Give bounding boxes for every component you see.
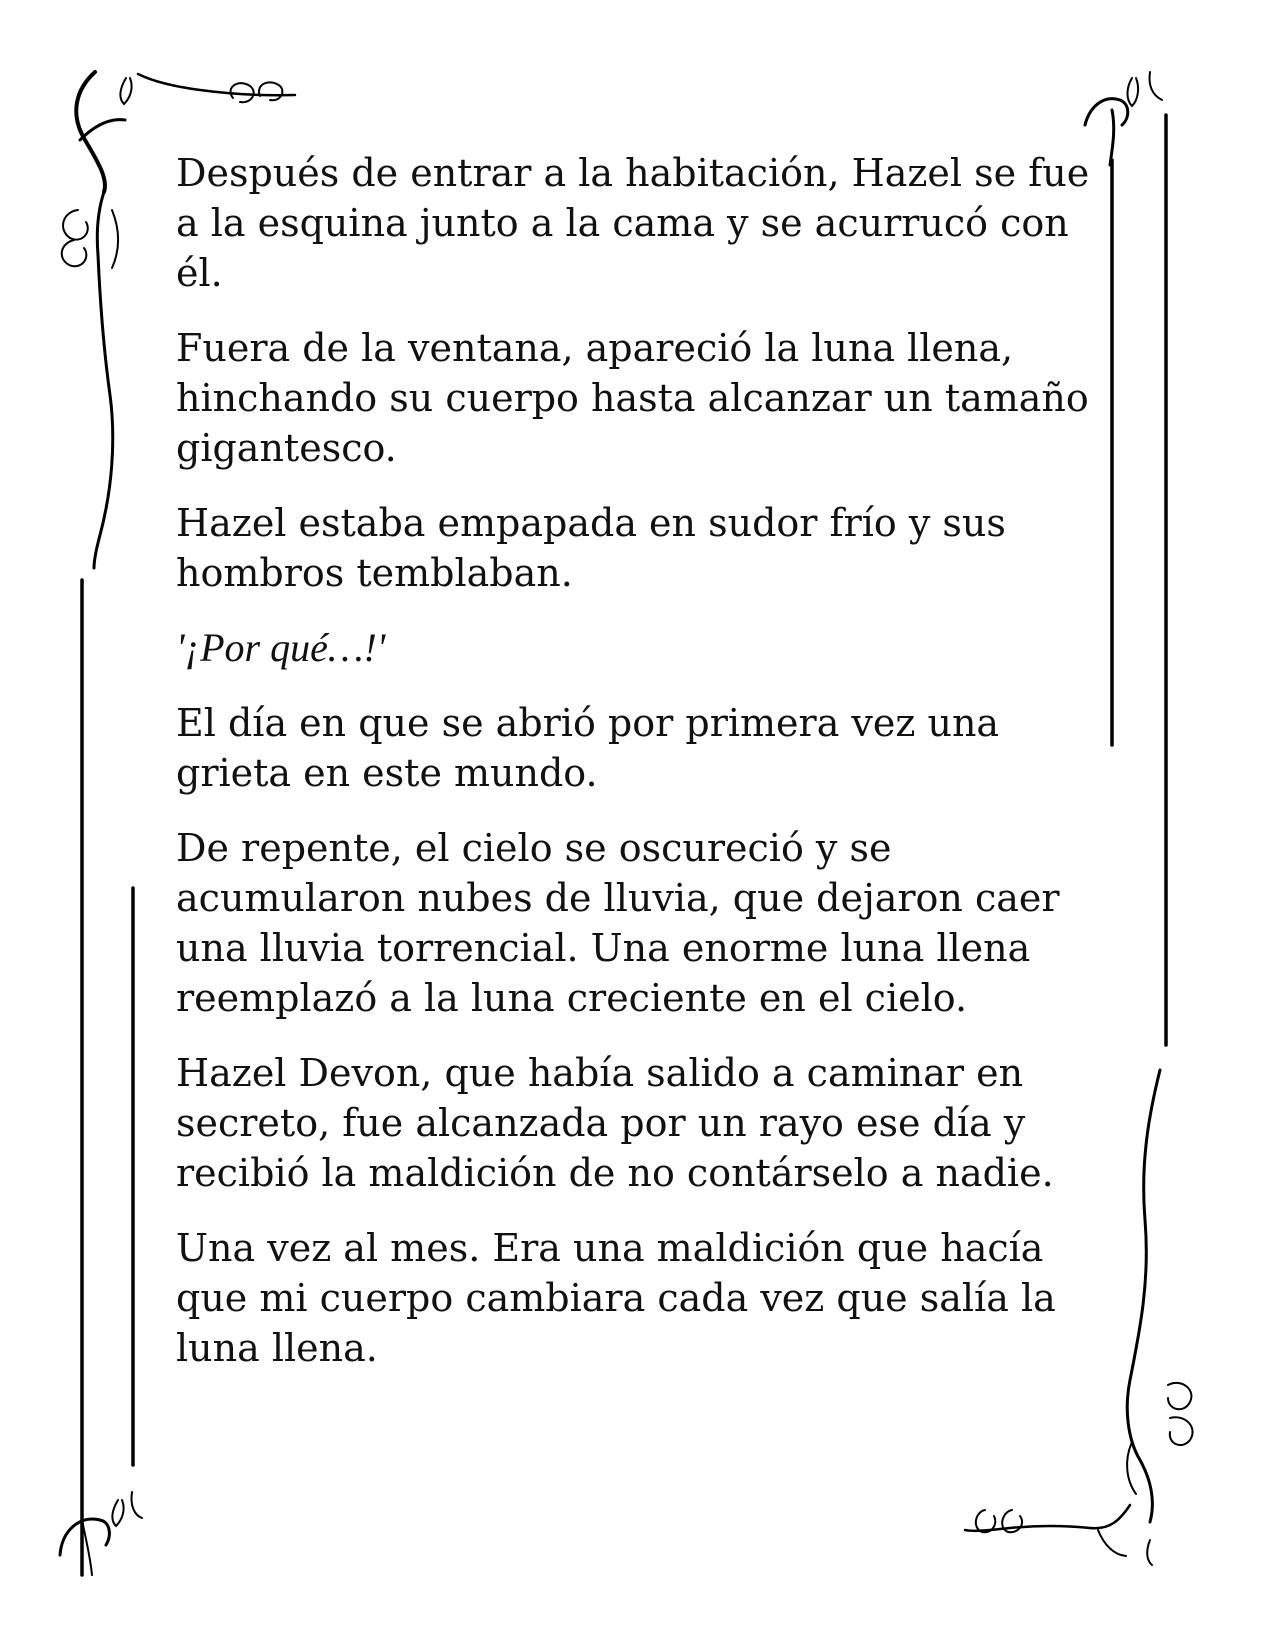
story-text [176, 148, 1106, 1398]
paragraph: Después de entrar a la habitación, Hazel se fue a la esquina junto a la cama y se acurrucó con él. [176, 151, 1090, 295]
paragraph: Una vez al mes. Era una maldición que hacía que mi cuerpo cambiara cada vez que salía la luna llena. [176, 1226, 1056, 1370]
bottom-left-flourish [60, 1492, 142, 1575]
thought-line: '¡Por qué…!' [176, 625, 386, 670]
paragraph: Hazel estaba empapada en sudor frío y sus hombros temblaban. [176, 501, 1006, 595]
paragraph: De repente, el cielo se oscureció y se acumularon nubes de lluvia, que dejaron caer una lluvia torrencial. Una enorme luna llena reemplazó a la luna creciente en el cielo. [176, 826, 1060, 1020]
paragraph: Fuera de la ventana, apareció la luna llena, hinchando su cuerpo hasta alcanzar un tamaño gigantesco. [176, 326, 1089, 470]
paragraph: El día en que se abrió por primera vez una grieta en este mundo. [176, 701, 1000, 795]
paragraph: Hazel Devon, que había salido a caminar en secreto, fue alcanzada por un rayo ese día y recibió la maldición de no contárselo a nadie. [176, 1051, 1054, 1195]
